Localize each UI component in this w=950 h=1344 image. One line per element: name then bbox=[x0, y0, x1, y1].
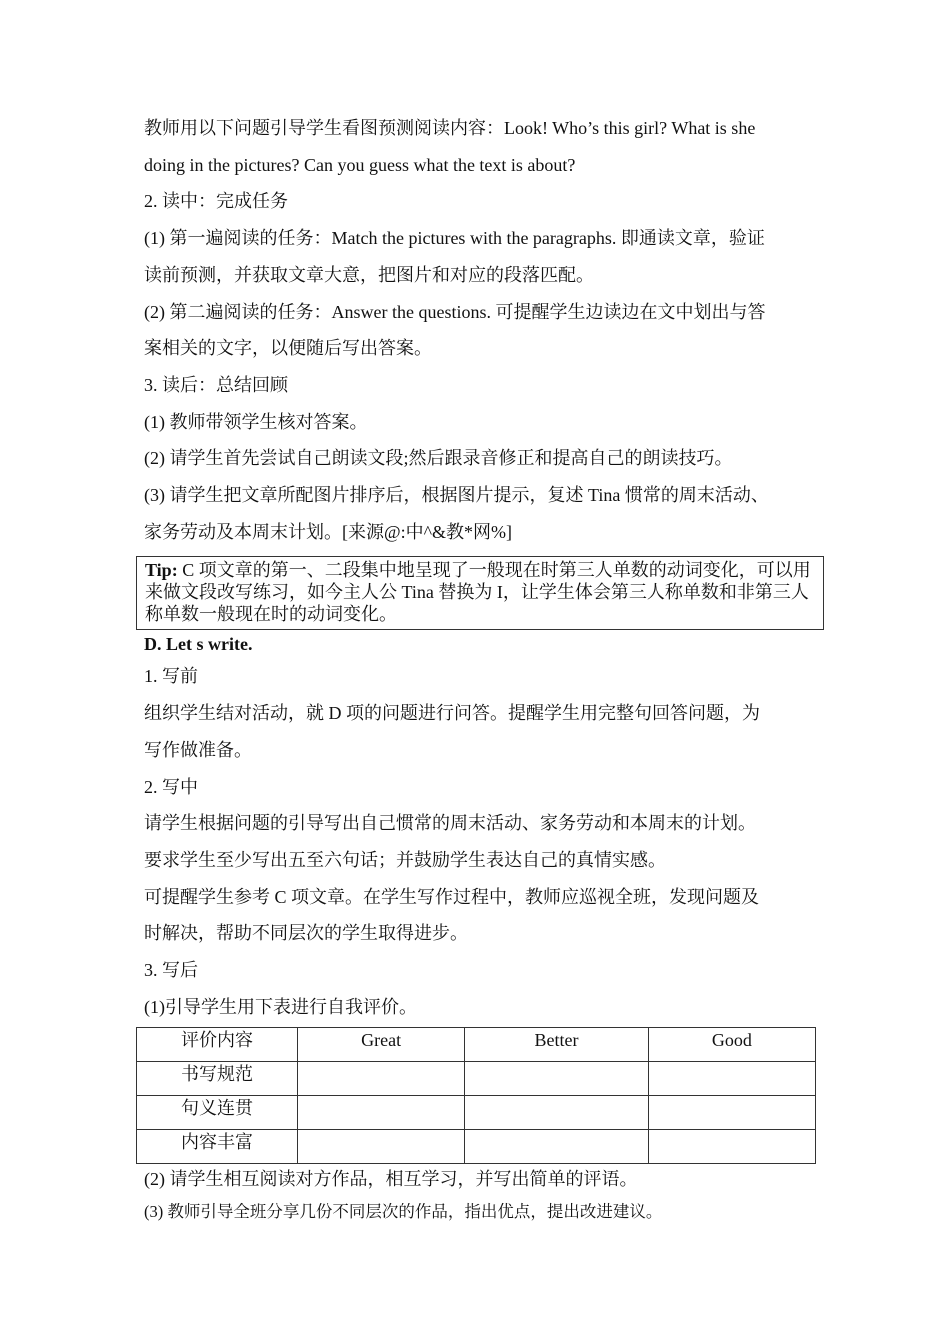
pre-writing-line-2: 写作做准备。 bbox=[144, 739, 252, 760]
post-reading-heading: 3. 读后：总结回顾 bbox=[144, 374, 288, 395]
table-cell bbox=[298, 1096, 465, 1130]
table-cell bbox=[648, 1062, 815, 1096]
table-header-row bbox=[137, 1028, 816, 1062]
while-writing-line-1: 请学生根据问题的引导写出自己惯常的周末活动、家务劳动和本周末的计划。 bbox=[144, 813, 756, 834]
table-row-label: 句义连贯 bbox=[137, 1096, 298, 1130]
document-page bbox=[144, 110, 816, 1230]
table-cell bbox=[648, 1130, 815, 1164]
table-header-cell: Good bbox=[648, 1028, 815, 1062]
table-row bbox=[137, 1130, 816, 1164]
table-cell bbox=[465, 1096, 649, 1130]
intro-line-1: 教师用以下问题引导学生看图预测阅读内容：Look! Who’s this girl? What is she bbox=[144, 118, 756, 138]
pre-writing-line-1: 组织学生结对活动，就 D 项的问题进行问答。提醒学生用完整句回答问题，为 bbox=[144, 703, 760, 724]
table-row-label: 书写规范 bbox=[137, 1062, 298, 1096]
table-header-cell: Better bbox=[465, 1028, 649, 1062]
while-reading-task1-line1: (1) 第一遍阅读的任务：Match the pictures with the paragraphs. 即通读文章，验证 bbox=[144, 228, 765, 249]
tip-text: C 项文章的第一、二段集中地呈现了一般现在时第三人单数的动词变化，可以用来做文段改写练习，如今主人公 Tina 替换为 I，让学生体会第三人称单数和非第三人称单数一般现在时的动词变化。 bbox=[145, 560, 811, 625]
post-reading-item-2: (2) 请学生首先尝试自己朗读文段;然后跟录音修正和提高自己的朗读技巧。 bbox=[144, 448, 733, 469]
while-reading-task2-line2: 案相关的文字，以便随后写出答案。 bbox=[144, 338, 432, 359]
table-cell bbox=[465, 1062, 649, 1096]
post-writing-heading: 3. 写后 bbox=[144, 960, 198, 981]
while-writing-heading: 2. 写中 bbox=[144, 776, 198, 797]
post-writing-item-3: (3) 教师引导全班分享几份不同层次的作品，指出优点，提出改进建议。 bbox=[144, 1202, 663, 1222]
post-reading-item-1: (1) 教师带领学生核对答案。 bbox=[144, 411, 368, 432]
section-d-title: D. Let s write. bbox=[144, 634, 253, 655]
tip-label: Tip: bbox=[145, 560, 178, 581]
evaluation-table bbox=[136, 1027, 816, 1164]
post-writing-item-2: (2) 请学生相互阅读对方作品，相互学习，并写出简单的评语。 bbox=[144, 1169, 638, 1190]
table-row bbox=[137, 1062, 816, 1096]
table-header-cell: Great bbox=[298, 1028, 465, 1062]
while-reading-heading: 2. 读中：完成任务 bbox=[144, 191, 288, 212]
table-cell bbox=[298, 1130, 465, 1164]
table-row bbox=[137, 1096, 816, 1130]
post-reading-item-3-line2: 家务劳动及本周末计划。[来源@:中^&教*网%] bbox=[144, 521, 513, 542]
while-reading-task2-line1: (2) 第二遍阅读的任务：Answer the questions. 可提醒学生边读边在文中划出与答 bbox=[144, 301, 766, 322]
while-writing-line-4: 时解决，帮助不同层次的学生取得进步。 bbox=[144, 923, 468, 944]
table-header-cell: 评价内容 bbox=[137, 1028, 298, 1062]
post-writing-item-1: (1)引导学生用下表进行自我评价。 bbox=[144, 996, 417, 1017]
while-writing-line-2: 要求学生至少写出五至六句话；并鼓励学生表达自己的真情实感。 bbox=[144, 849, 666, 870]
table-cell bbox=[298, 1062, 465, 1096]
tip-box bbox=[136, 556, 824, 630]
post-reading-item-3-line1: (3) 请学生把文章所配图片排序后，根据图片提示，复述 Tina 惯常的周末活动、 bbox=[144, 485, 769, 506]
intro-line-2: doing in the pictures? Can you guess what the text is about? bbox=[144, 154, 576, 175]
table-row-label: 内容丰富 bbox=[137, 1130, 298, 1164]
pre-writing-heading: 1. 写前 bbox=[144, 666, 198, 687]
while-writing-line-3: 可提醒学生参考 C 项文章。在学生写作过程中，教师应巡视全班，发现问题及 bbox=[144, 886, 760, 907]
table-cell bbox=[465, 1130, 649, 1164]
while-reading-task1-line2: 读前预测，并获取文章大意，把图片和对应的段落匹配。 bbox=[144, 264, 594, 285]
table-cell bbox=[648, 1096, 815, 1130]
